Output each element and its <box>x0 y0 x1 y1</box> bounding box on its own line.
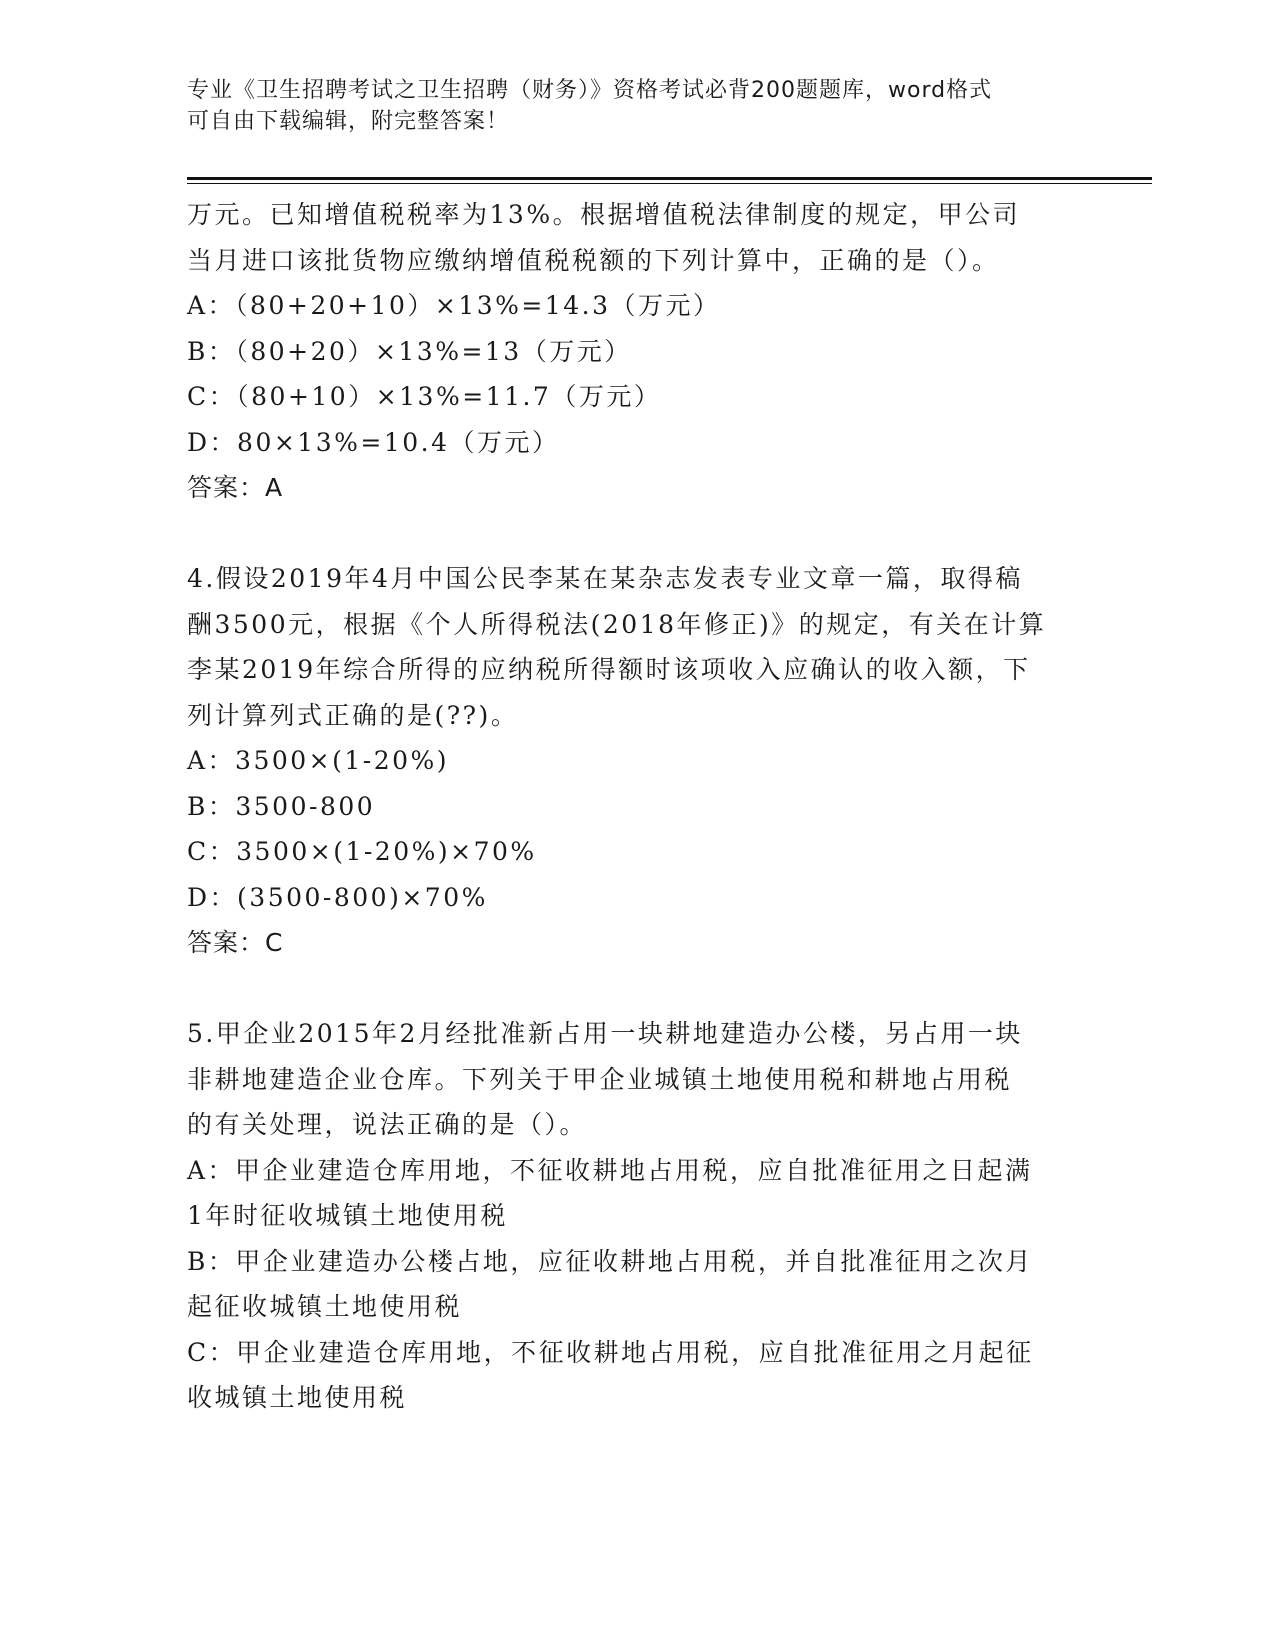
question-4-stem-line: 列计算列式正确的是(??)。 <box>187 700 519 730</box>
question-4-option-b: B：3500-800 <box>187 791 376 821</box>
document-header <box>187 75 1067 137</box>
question-4-stem-line: 酬3500元，根据《个人所得税法(2018年修正)》的规定，有关在计算 <box>187 609 1047 639</box>
spacer <box>187 511 1087 557</box>
question-3-answer: 答案：A <box>187 473 284 502</box>
question-4-answer: 答案：C <box>187 928 284 957</box>
header-divider-thin <box>187 183 1152 184</box>
question-4-option-a: A：3500×(1-20%) <box>187 746 450 775</box>
question-3-stem-line: 当月进口该批货物应缴纳增值税税额的下列计算中，正确的是（）。 <box>187 245 1000 275</box>
question-5-option-a: A：甲企业建造仓库用地，不征收耕地占用税，应自批准征用之日起满 <box>187 1155 1033 1185</box>
question-4-stem-line: 4.假设2019年4月中国公民李某在某杂志发表专业文章一篇，取得稿 <box>187 564 1023 593</box>
question-5-stem-line: 5.甲企业2015年2月经批准新占用一块耕地建造办公楼，另占用一块 <box>187 1019 1023 1048</box>
question-4-option-c: C：3500×(1-20%)×70% <box>187 837 537 866</box>
question-3-option-c: C：（80+10）×13%=11.7（万元） <box>187 382 662 411</box>
header-line-2: 可自由下载编辑，附完整答案！ <box>187 109 510 134</box>
question-4 <box>187 556 1087 966</box>
question-4-option-d: D：(3500-800)×70% <box>187 882 488 912</box>
question-5-option-b-cont: 起征收城镇土地使用税 <box>187 1292 463 1321</box>
spacer <box>187 966 1087 1012</box>
question-5-option-a-cont: 1年时征收城镇土地使用税 <box>187 1201 508 1230</box>
header-divider-thick <box>187 177 1152 180</box>
question-5-stem-line: 的有关处理，说法正确的是（）。 <box>187 1110 588 1139</box>
question-3-option-d: D：80×13%=10.4（万元） <box>187 427 560 457</box>
question-5 <box>187 1011 1087 1421</box>
header-line-1: 专业《卫生招聘考试之卫生招聘（财务）》资格考试必背200题题库，word格式 <box>187 78 993 103</box>
question-5-option-c-cont: 收城镇土地使用税 <box>187 1383 408 1412</box>
question-3-stem-line: 万元。已知增值税税率为13%。根据增值税法律制度的规定，甲公司 <box>187 200 1021 229</box>
question-3-option-b: B：（80+20）×13%=13（万元） <box>187 336 632 366</box>
question-3-option-a: A：（80+20+10）×13%=14.3（万元） <box>187 291 721 320</box>
question-5-option-c: C：甲企业建造仓库用地，不征收耕地占用税，应自批准征用之月起征 <box>187 1337 1034 1367</box>
question-5-option-b: B：甲企业建造办公楼占地，应征收耕地占用税，并自批准征用之次月 <box>187 1246 1033 1276</box>
question-4-stem-line: 李某2019年综合所得的应纳税所得额时该项收入应确认的收入额，下 <box>187 655 1031 684</box>
question-5-stem-line: 非耕地建造企业仓库。下列关于甲企业城镇土地使用税和耕地占用税 <box>187 1064 1013 1094</box>
question-3 <box>187 192 1087 511</box>
document-body <box>187 192 1087 1421</box>
